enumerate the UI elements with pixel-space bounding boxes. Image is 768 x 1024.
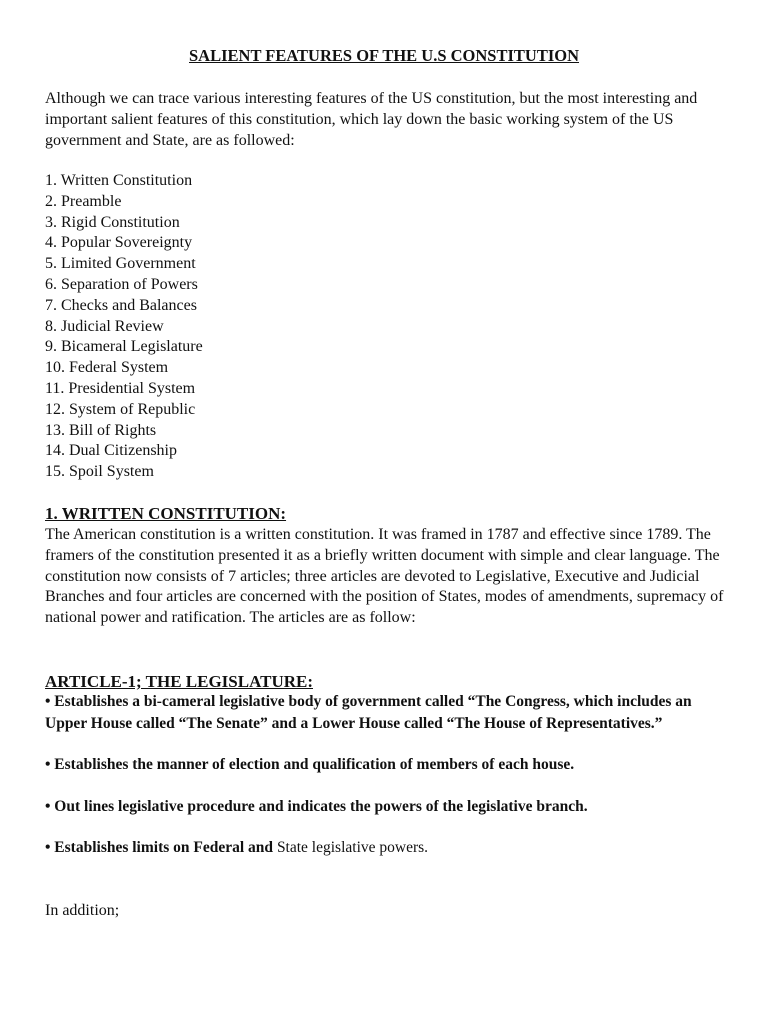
list-item: 8. Judicial Review [45,317,164,335]
list-item: 12. System of Republic [45,400,196,418]
list-item: 13. Bill of Rights [45,421,157,439]
list-item: 14. Dual Citizenship [45,442,177,460]
written-constitution-paragraph: The American constitution is a written constitution. It was framed in 1787 and effective since 1789. The framers of the constitution presented it as a briefly written document with simple and clear language. The constitution now consists of 7 articles; three articles are devoted to Legislative, Executive and Judicial Branches and four articles are concerned with the position of States, modes of amendments, supremacy of national power and ratification. The articles are as follow: [45,526,724,627]
list-item: 9. Bicameral Legislature [45,338,203,356]
bullet-bold-text: • Establishes limits on Federal and [45,839,274,856]
list-item: 3. Rigid Constitution [45,213,180,231]
written-constitution-heading: 1. WRITTEN CONSTITUTION: [45,504,287,523]
list-item: 1. Written Constitution [45,172,193,189]
list-item: 6. Separation of Powers [45,275,198,293]
bullet-plain-text: State legislative powers. [273,839,429,856]
list-item: 15. Spoil System [45,463,154,481]
article-1-heading: ARTICLE-1; THE LEGISLATURE: [45,672,313,691]
features-list [45,171,203,483]
article-1-bullets [45,691,735,879]
list-item: 11. Presidential System [45,379,196,397]
list-item: 10. Federal System [45,359,169,377]
list-item [45,837,735,859]
list-item: • Establishes the manner of election and qualification of members of each house. [45,756,575,773]
list-item: • Establishes a bi-cameral legislative body of government called “The Congress, which includes an Upper House called “The Senate” and a Lower House called “The House of Representatives.” [45,693,692,732]
list-item: 4. Popular Sovereignty [45,234,193,252]
list-item: 2. Preamble [45,192,122,210]
list-item: 7. Checks and Balances [45,296,197,314]
closing-text: In addition; [45,902,120,919]
list-item: • Out lines legislative procedure and indicates the powers of the legislative branch. [45,797,588,815]
intro-paragraph: Although we can trace various interesting features of the US constitution, but the most interesting and important salient features of this constitution, which lay down the basic working system of the US government and State, are as followed: [45,90,698,149]
page-title: SALIENT FEATURES OF THE U.S CONSTITUTION [189,46,579,65]
list-item: 5. Limited Government [45,255,196,273]
